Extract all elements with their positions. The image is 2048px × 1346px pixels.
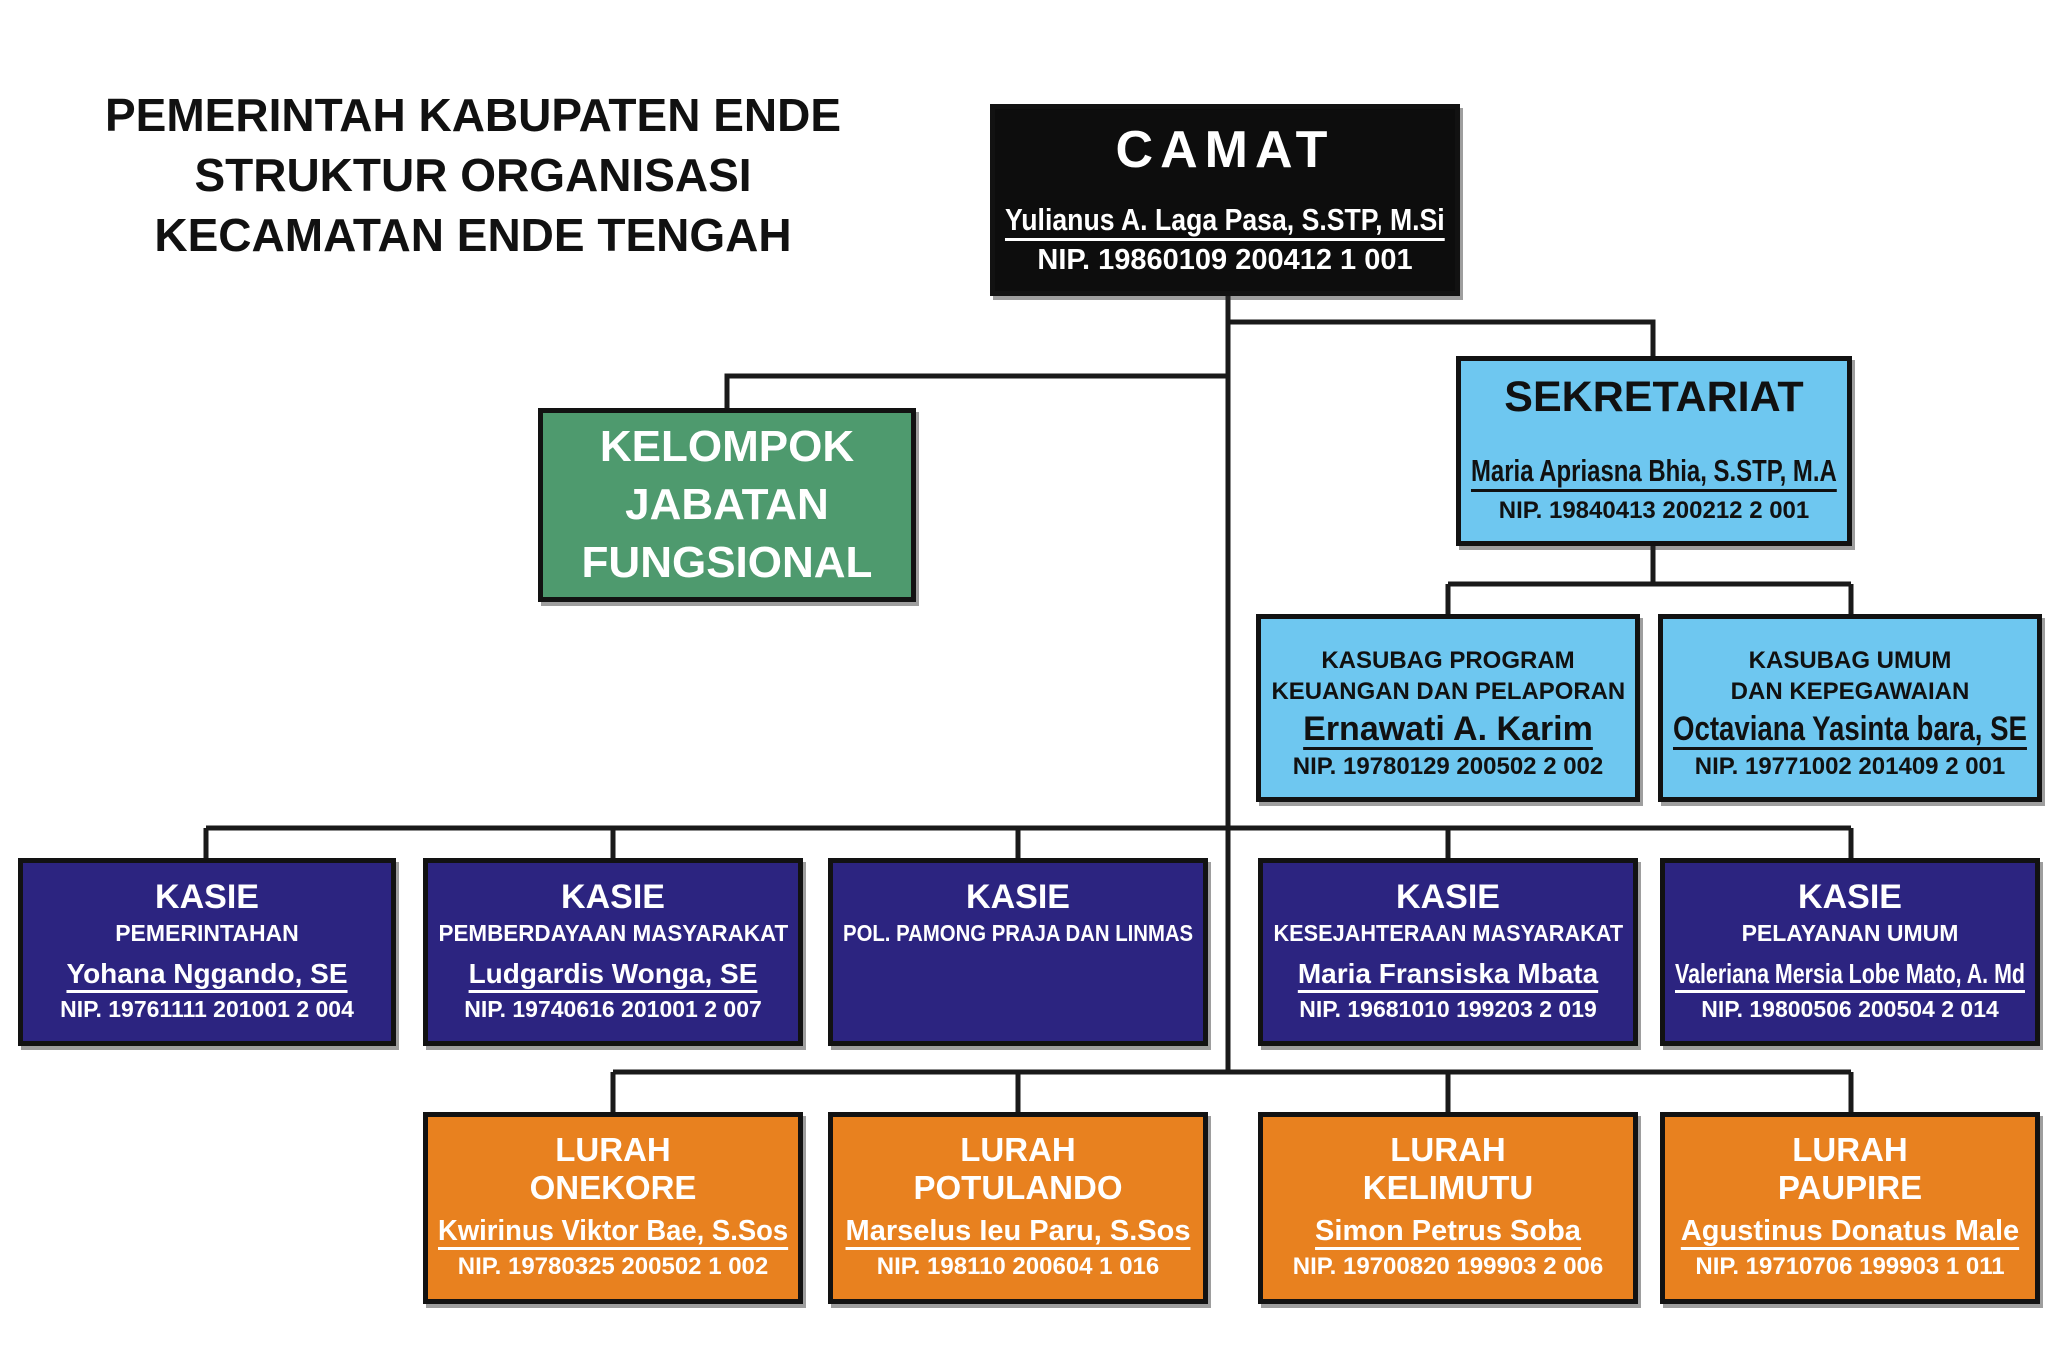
lurah-subtitle: PAUPIRE bbox=[1777, 1169, 1923, 1207]
kasie-subtitle: POL. PAMONG PRAJA DAN LINMAS bbox=[842, 920, 1194, 947]
connector-sekretariat-kasubag bbox=[1448, 546, 1851, 616]
lurah-role: LURAH bbox=[1792, 1131, 1908, 1168]
page-title-line-2: STRUKTUR ORGANISASI bbox=[194, 148, 752, 201]
org-node-kasubag-umum-kepegawaian bbox=[1658, 614, 2042, 802]
sekretariat-name: Maria Apriasna Bhia, S.STP, M.A bbox=[1471, 453, 1837, 488]
kasie-role: KASIE bbox=[966, 878, 1070, 916]
connector-lurah-bus bbox=[613, 1072, 1851, 1114]
kasubag-title-line-1: KASUBAG UMUM bbox=[1748, 647, 1952, 674]
camat-name: Yulianus A. Laga Pasa, S.STP, M.Si bbox=[1005, 202, 1445, 237]
lurah-subtitle: ONEKORE bbox=[529, 1169, 697, 1207]
kasie-role: KASIE bbox=[561, 878, 665, 916]
lurah-nip: NIP. 19780325 200502 1 002 bbox=[457, 1253, 769, 1280]
org-node-lurah-kelimutu bbox=[1258, 1112, 1638, 1304]
lurah-subtitle: KELIMUTU bbox=[1362, 1169, 1534, 1207]
kasie-name: Maria Fransiska Mbata bbox=[1297, 958, 1599, 989]
page-title-line-3: KECAMATAN ENDE TENGAH bbox=[154, 208, 792, 261]
lurah-nip: NIP. 19710706 199903 1 011 bbox=[1695, 1253, 2005, 1280]
kelompok-line-1: KELOMPOK bbox=[599, 421, 855, 471]
kasie-name: Valeriana Mersia Lobe Mato, A. Md bbox=[1675, 958, 2025, 989]
kasubag-nip: NIP. 19780129 200502 2 002 bbox=[1292, 753, 1604, 780]
kasie-role: KASIE bbox=[155, 878, 259, 916]
lurah-name: Marselus Ieu Paru, S.Sos bbox=[845, 1215, 1191, 1247]
lurah-role: LURAH bbox=[555, 1131, 671, 1168]
kasie-nip: NIP. 19800506 200504 2 014 bbox=[1701, 996, 1999, 1022]
org-node-kelompok-jabatan-fungsional bbox=[538, 408, 916, 602]
sekretariat-nip: NIP. 19840413 200212 2 001 bbox=[1498, 497, 1810, 524]
camat-nip: NIP. 19860109 200412 1 001 bbox=[1037, 244, 1413, 276]
lurah-role: LURAH bbox=[1390, 1131, 1506, 1168]
kasie-nip: NIP. 19761111 201001 2 004 bbox=[60, 996, 354, 1022]
lurah-nip: NIP. 19700820 199903 2 006 bbox=[1292, 1253, 1604, 1280]
kasubag-name: Ernawati A. Karim bbox=[1303, 710, 1593, 748]
page-title-line-1: PEMERINTAH KABUPATEN ENDE bbox=[104, 89, 842, 141]
kasie-nip: NIP. 19740616 201001 2 007 bbox=[464, 996, 762, 1022]
kasie-name: Ludgardis Wonga, SE bbox=[468, 958, 758, 989]
org-node-kasubag-program-keuangan bbox=[1256, 614, 1640, 802]
kasie-subtitle: PEMBERDAYAAN MASYARAKAT bbox=[438, 920, 788, 947]
kasie-name: Yohana Nggando, SE bbox=[66, 958, 348, 989]
kasie-role: KASIE bbox=[1798, 878, 1902, 916]
kasie-subtitle: PELAYANAN UMUM bbox=[1741, 920, 1959, 947]
lurah-name: Agustinus Donatus Male bbox=[1680, 1215, 2020, 1247]
kasubag-title-line-2: KEUANGAN DAN PELAPORAN bbox=[1271, 678, 1625, 706]
kelompok-line-3: FUNGSIONAL bbox=[581, 538, 873, 588]
lurah-nip: NIP. 198110 200604 1 016 bbox=[876, 1253, 1160, 1280]
lurah-name: Simon Petrus Soba bbox=[1315, 1215, 1581, 1247]
kasubag-name: Octaviana Yasinta bara, SE bbox=[1673, 710, 2027, 748]
org-node-kasie-pemberdayaan-masyarakat bbox=[423, 858, 803, 1046]
kasie-subtitle: PEMERINTAHAN bbox=[115, 920, 299, 947]
lurah-subtitle: POTULANDO bbox=[913, 1169, 1123, 1207]
kelompok-line-2: JABATAN bbox=[625, 479, 829, 529]
org-node-lurah-potulando bbox=[828, 1112, 1208, 1304]
org-node-sekretariat bbox=[1456, 356, 1852, 546]
org-node-kasie-pelayanan-umum bbox=[1660, 858, 2040, 1046]
org-node-kasie-pol-pamong-praja-linmas bbox=[828, 858, 1208, 1046]
connector-camat-sekretariat bbox=[1228, 322, 1653, 358]
connector-camat-kelompok bbox=[727, 376, 1228, 410]
org-node-kasie-kesejahteraan-masyarakat bbox=[1258, 858, 1638, 1046]
org-node-camat bbox=[990, 104, 1460, 296]
org-node-lurah-onekore bbox=[423, 1112, 803, 1304]
kasie-role: KASIE bbox=[1396, 878, 1500, 916]
kasie-subtitle: KESEJAHTERAAN MASYARAKAT bbox=[1273, 920, 1623, 947]
sekretariat-role: SEKRETARIAT bbox=[1504, 373, 1804, 421]
lurah-role: LURAH bbox=[960, 1131, 1076, 1168]
connector-kasie-bus bbox=[206, 828, 1851, 860]
camat-role: CAMAT bbox=[1115, 121, 1335, 179]
org-node-kasie-pemerintahan bbox=[18, 858, 396, 1046]
page-title bbox=[58, 86, 888, 265]
kasubag-nip: NIP. 19771002 201409 2 001 bbox=[1694, 753, 2006, 780]
kasie-nip: NIP. 19681010 199203 2 019 bbox=[1299, 996, 1597, 1022]
org-node-lurah-paupire bbox=[1660, 1112, 2040, 1304]
lurah-name: Kwirinus Viktor Bae, S.Sos bbox=[437, 1215, 789, 1247]
kasubag-title-line-1: KASUBAG PROGRAM bbox=[1321, 647, 1575, 674]
kasubag-title-line-2: DAN KEPEGAWAIAN bbox=[1730, 678, 1970, 706]
